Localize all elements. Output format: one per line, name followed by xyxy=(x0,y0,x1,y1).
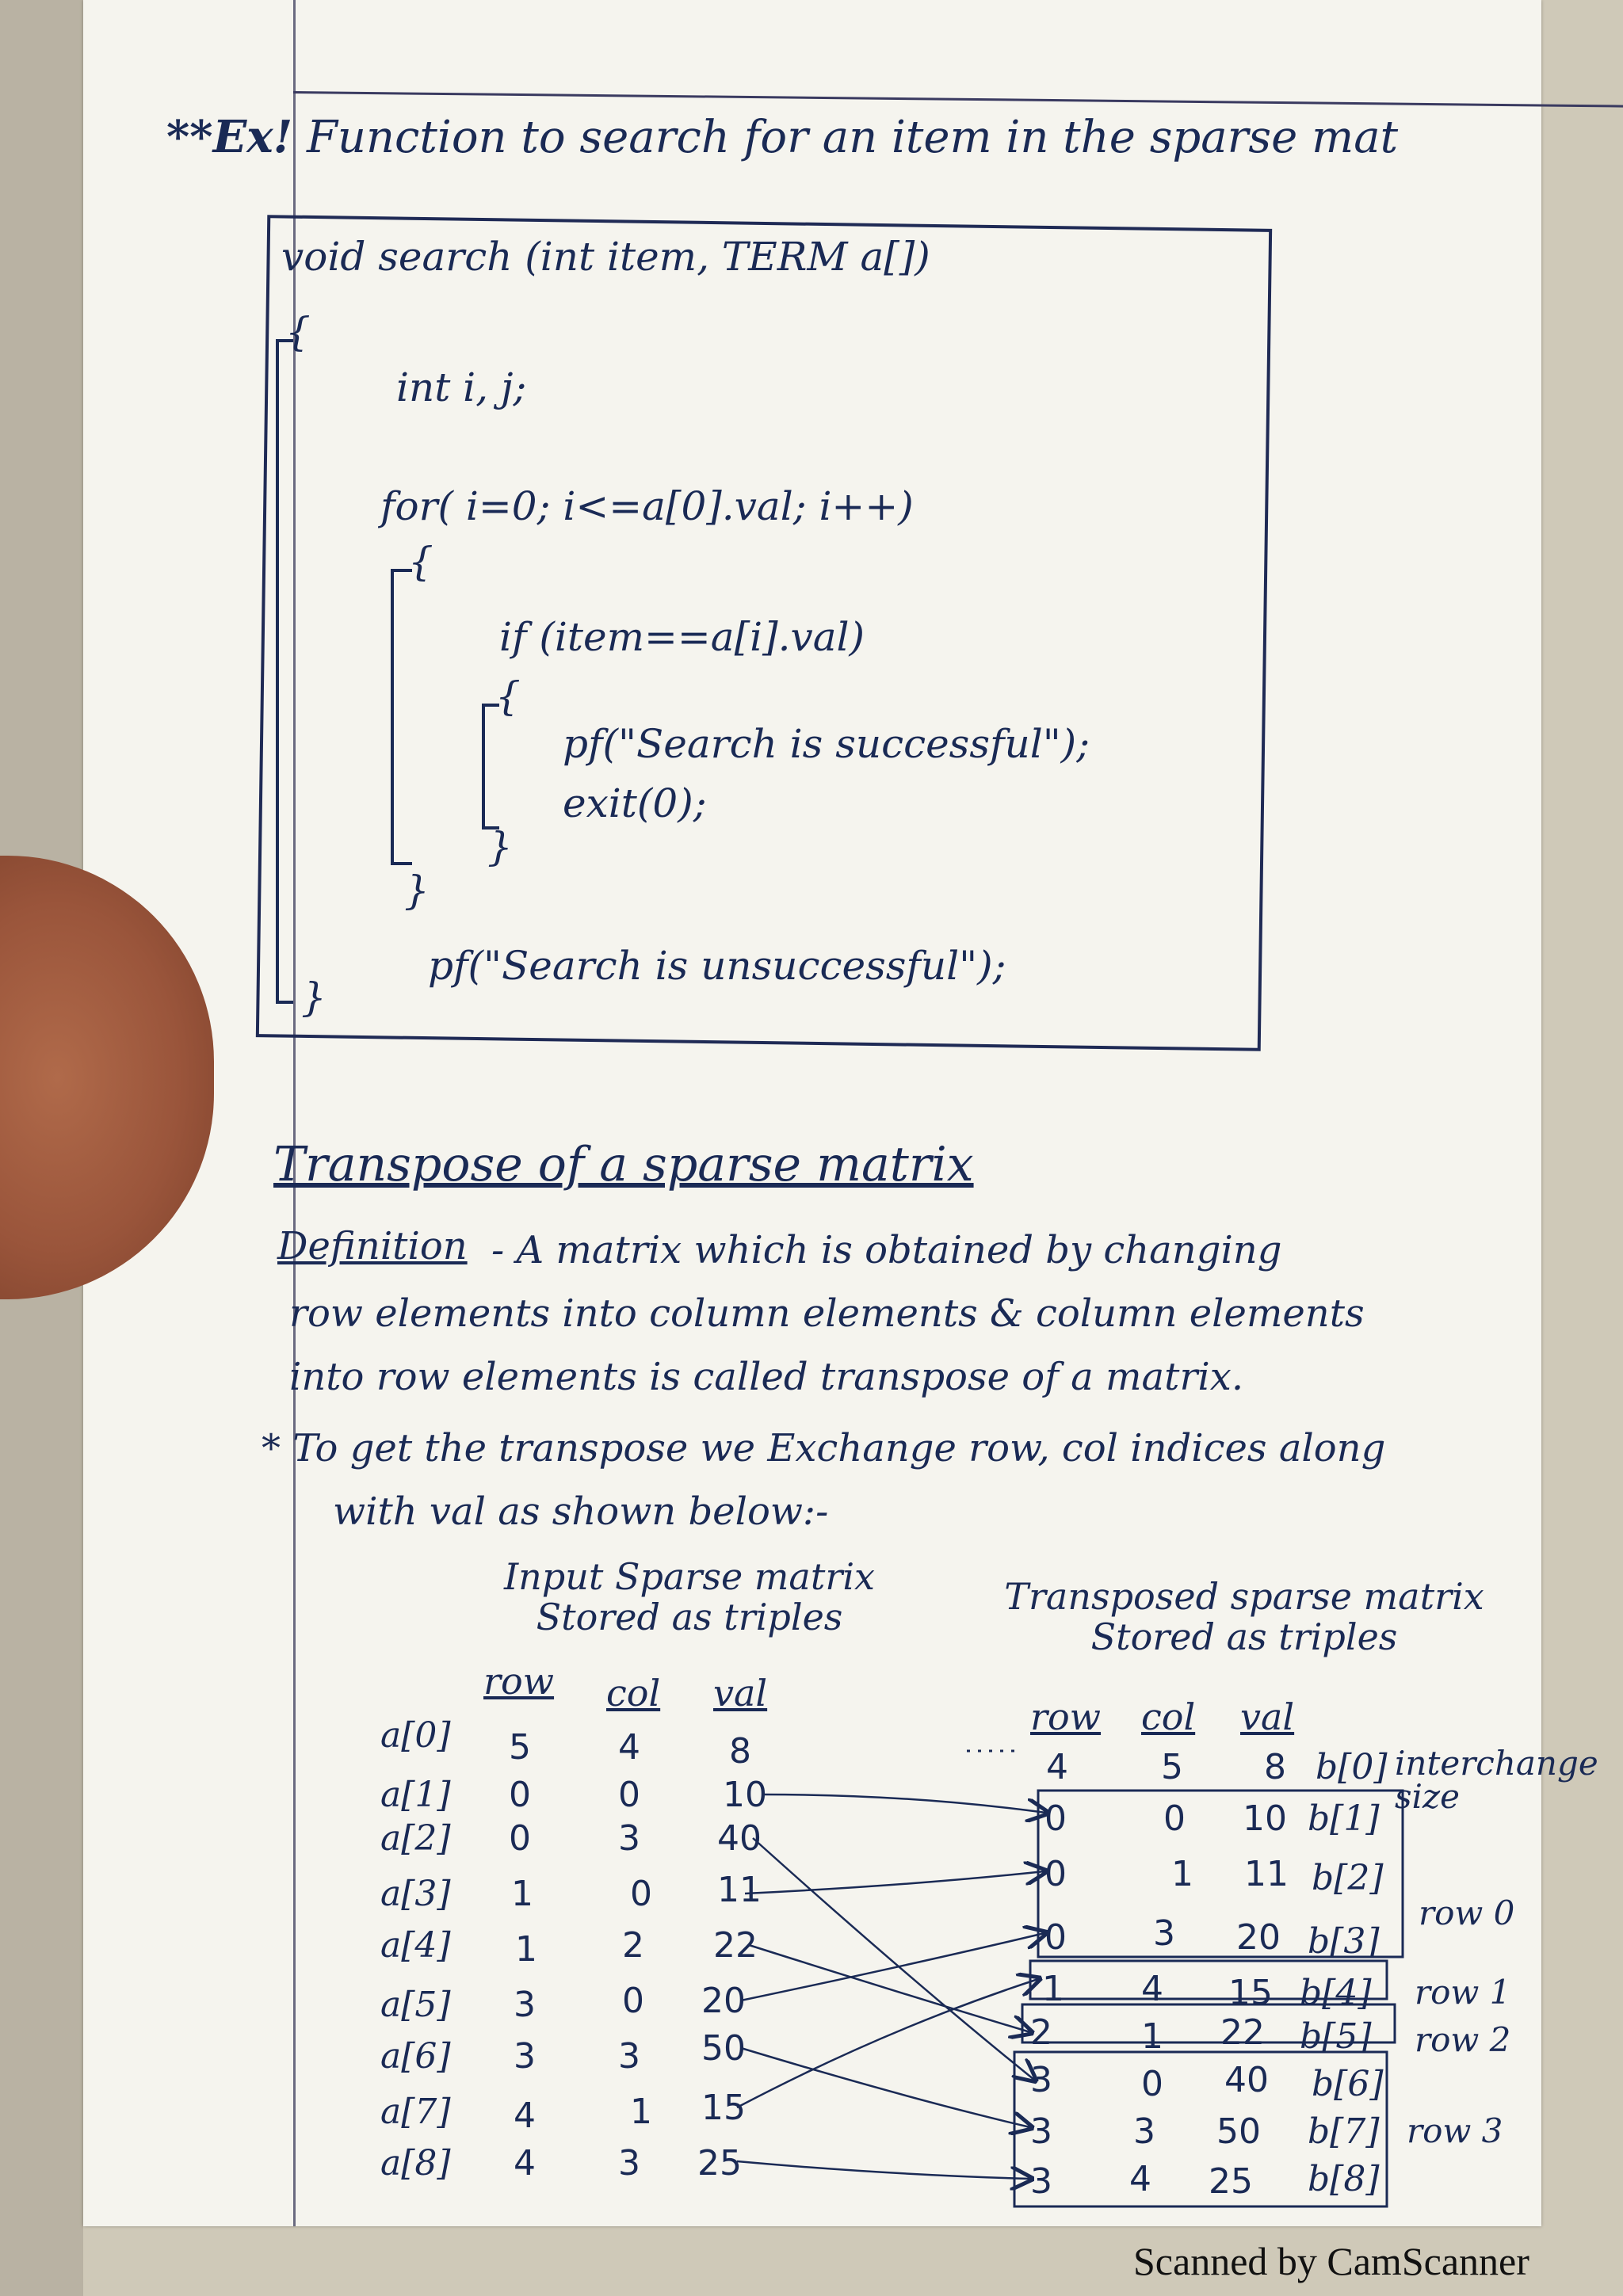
row-label: a[1] xyxy=(380,1775,451,1815)
col-value: 0 xyxy=(1163,1798,1186,1839)
definition-label: Definition xyxy=(277,1224,468,1268)
row-value: 0 xyxy=(509,1775,531,1815)
group-box-row2 xyxy=(1022,2004,1395,2042)
input-header-col: col xyxy=(606,1672,661,1714)
val-value: 8 xyxy=(729,1731,751,1772)
code-line-for-close: } xyxy=(404,868,430,913)
val-value: 22 xyxy=(713,1925,758,1966)
val-value: 22 xyxy=(1220,2012,1265,2053)
row-label: a[4] xyxy=(380,1925,451,1966)
code-line-exit: exit(0); xyxy=(563,780,707,826)
code-line-for-open: { xyxy=(408,539,433,585)
row-value: 1 xyxy=(1042,1969,1064,2009)
col-value: 3 xyxy=(1133,2111,1155,2152)
col-value: 1 xyxy=(630,2092,652,2132)
definition-line-1: - A matrix which is obtained by changing xyxy=(491,1228,1282,1272)
output-header-col: col xyxy=(1141,1695,1196,1738)
row-value: 3 xyxy=(1030,2161,1052,2202)
col-value: 3 xyxy=(1153,1913,1175,1954)
row-value: 0 xyxy=(1044,1798,1067,1839)
row-value: 4 xyxy=(1046,1747,1068,1787)
row-value: 0 xyxy=(1044,1917,1067,1958)
col-value: 4 xyxy=(1141,1969,1163,2009)
heading-text: Function to search for an item in the sparse mat xyxy=(307,112,1399,163)
col-value: 1 xyxy=(1171,1854,1193,1894)
definition-line-3: into row elements is called transpose of a matrix. xyxy=(289,1355,1244,1399)
col-value: 3 xyxy=(618,2143,640,2183)
row-value: 4 xyxy=(514,2096,536,2136)
row-label: a[8] xyxy=(380,2143,451,2183)
subtitle: Transpose of a sparse matrix xyxy=(273,1137,974,1192)
code-line-printf-success: pf("Search is successful"); xyxy=(563,721,1090,767)
row-value: 3 xyxy=(1030,2111,1052,2152)
row-label: b[2] xyxy=(1312,1858,1384,1898)
code-line-open-brace: { xyxy=(285,309,311,355)
code-line-for: for( i=0; i<=a[0].val; i++) xyxy=(380,483,914,529)
col-value: 4 xyxy=(618,1727,640,1768)
row-value: 5 xyxy=(509,1727,531,1768)
output-table-caption: Transposed sparse matrix Stored as triples xyxy=(1004,1575,1484,1658)
row-label: b[7] xyxy=(1308,2111,1380,2152)
row-value: 0 xyxy=(509,1818,531,1859)
row-label: a[5] xyxy=(380,1985,451,2025)
row-label: b[1] xyxy=(1308,1798,1380,1839)
heading-marker: **Ex! xyxy=(166,111,293,163)
val-value: 10 xyxy=(723,1775,767,1815)
row-label: b[0] xyxy=(1316,1747,1388,1787)
code-line-printf-fail: pf("Search is unsuccessful"); xyxy=(428,943,1006,989)
row-label: a[3] xyxy=(380,1874,451,1914)
note-interchange: interchange size xyxy=(1395,1744,1598,1816)
col-value: 3 xyxy=(618,2036,640,2077)
row-label: b[6] xyxy=(1312,2064,1384,2104)
val-value: 15 xyxy=(701,2088,746,2128)
val-value: 8 xyxy=(1264,1747,1286,1787)
code-line-if-close: } xyxy=(487,824,513,870)
note-line-2: with val as shown below:- xyxy=(333,1489,829,1534)
val-value: 50 xyxy=(1216,2111,1261,2152)
val-value: 20 xyxy=(701,1981,746,2021)
row-value: 0 xyxy=(1044,1854,1067,1894)
note-row0: row 0 xyxy=(1419,1894,1515,1932)
group-box-row3 xyxy=(1014,2052,1387,2206)
row-value: 3 xyxy=(514,2036,536,2077)
scanner-watermark: Scanned by CamScanner xyxy=(1133,2239,1529,2283)
val-value: 20 xyxy=(1236,1917,1281,1958)
row-label: b[3] xyxy=(1308,1921,1380,1962)
col-value: 4 xyxy=(1129,2159,1151,2199)
output-header-row: row xyxy=(1030,1695,1102,1738)
row-value: 3 xyxy=(1030,2060,1052,2100)
col-value: 3 xyxy=(618,1818,640,1859)
row-label: a[2] xyxy=(380,1818,451,1859)
row-label: b[5] xyxy=(1300,2016,1372,2057)
row-value: 1 xyxy=(515,1929,537,1970)
note-line-1: * To get the transpose we Exchange row, col indices along xyxy=(262,1426,1386,1470)
col-value: 2 xyxy=(622,1925,644,1966)
definition-line-2: row elements into column elements & column elements xyxy=(289,1291,1365,1336)
note-row3: row 3 xyxy=(1407,2111,1503,2150)
row-value: 2 xyxy=(1030,2012,1052,2053)
val-value: 11 xyxy=(1244,1854,1289,1894)
val-value: 25 xyxy=(697,2143,742,2183)
input-table-caption: Input Sparse matrix Stored as triples xyxy=(504,1555,875,1638)
val-value: 40 xyxy=(717,1818,762,1859)
col-value: 0 xyxy=(618,1775,640,1815)
val-value: 15 xyxy=(1228,1973,1273,2013)
code-line-declaration: int i, j; xyxy=(396,364,527,410)
col-value: 1 xyxy=(1141,2016,1163,2057)
row-label: a[6] xyxy=(380,2036,451,2077)
col-value: 5 xyxy=(1161,1747,1183,1787)
row-value: 1 xyxy=(511,1874,533,1914)
input-header-row: row xyxy=(483,1660,555,1703)
row-value: 3 xyxy=(514,1985,536,2025)
val-value: 40 xyxy=(1224,2060,1269,2100)
val-value: 50 xyxy=(701,2028,746,2069)
code-line-if-open: { xyxy=(495,673,521,719)
code-line-close-brace: } xyxy=(301,974,327,1020)
val-value: 10 xyxy=(1243,1798,1287,1839)
note-row1: row 1 xyxy=(1415,1973,1511,2012)
group-box-row1 xyxy=(1030,1961,1387,1999)
output-header-val: val xyxy=(1240,1695,1295,1738)
col-value: 0 xyxy=(1141,2064,1163,2104)
group-box-row0 xyxy=(1038,1791,1403,1957)
note-row2: row 2 xyxy=(1415,2020,1511,2059)
row-value: 4 xyxy=(514,2143,536,2183)
input-header-val: val xyxy=(713,1672,768,1714)
row-label: b[4] xyxy=(1300,1973,1372,2013)
code-line-signature: void search (int item, TERM a[]) xyxy=(281,234,930,280)
val-value: 25 xyxy=(1209,2161,1253,2202)
col-value: 0 xyxy=(630,1874,652,1914)
row-label: a[0] xyxy=(380,1715,451,1756)
col-value: 0 xyxy=(622,1981,644,2021)
row-label: b[8] xyxy=(1308,2159,1380,2199)
val-value: 11 xyxy=(717,1870,762,1910)
code-line-if: if (item==a[i].val) xyxy=(499,614,865,660)
row-label: a[7] xyxy=(380,2092,451,2132)
